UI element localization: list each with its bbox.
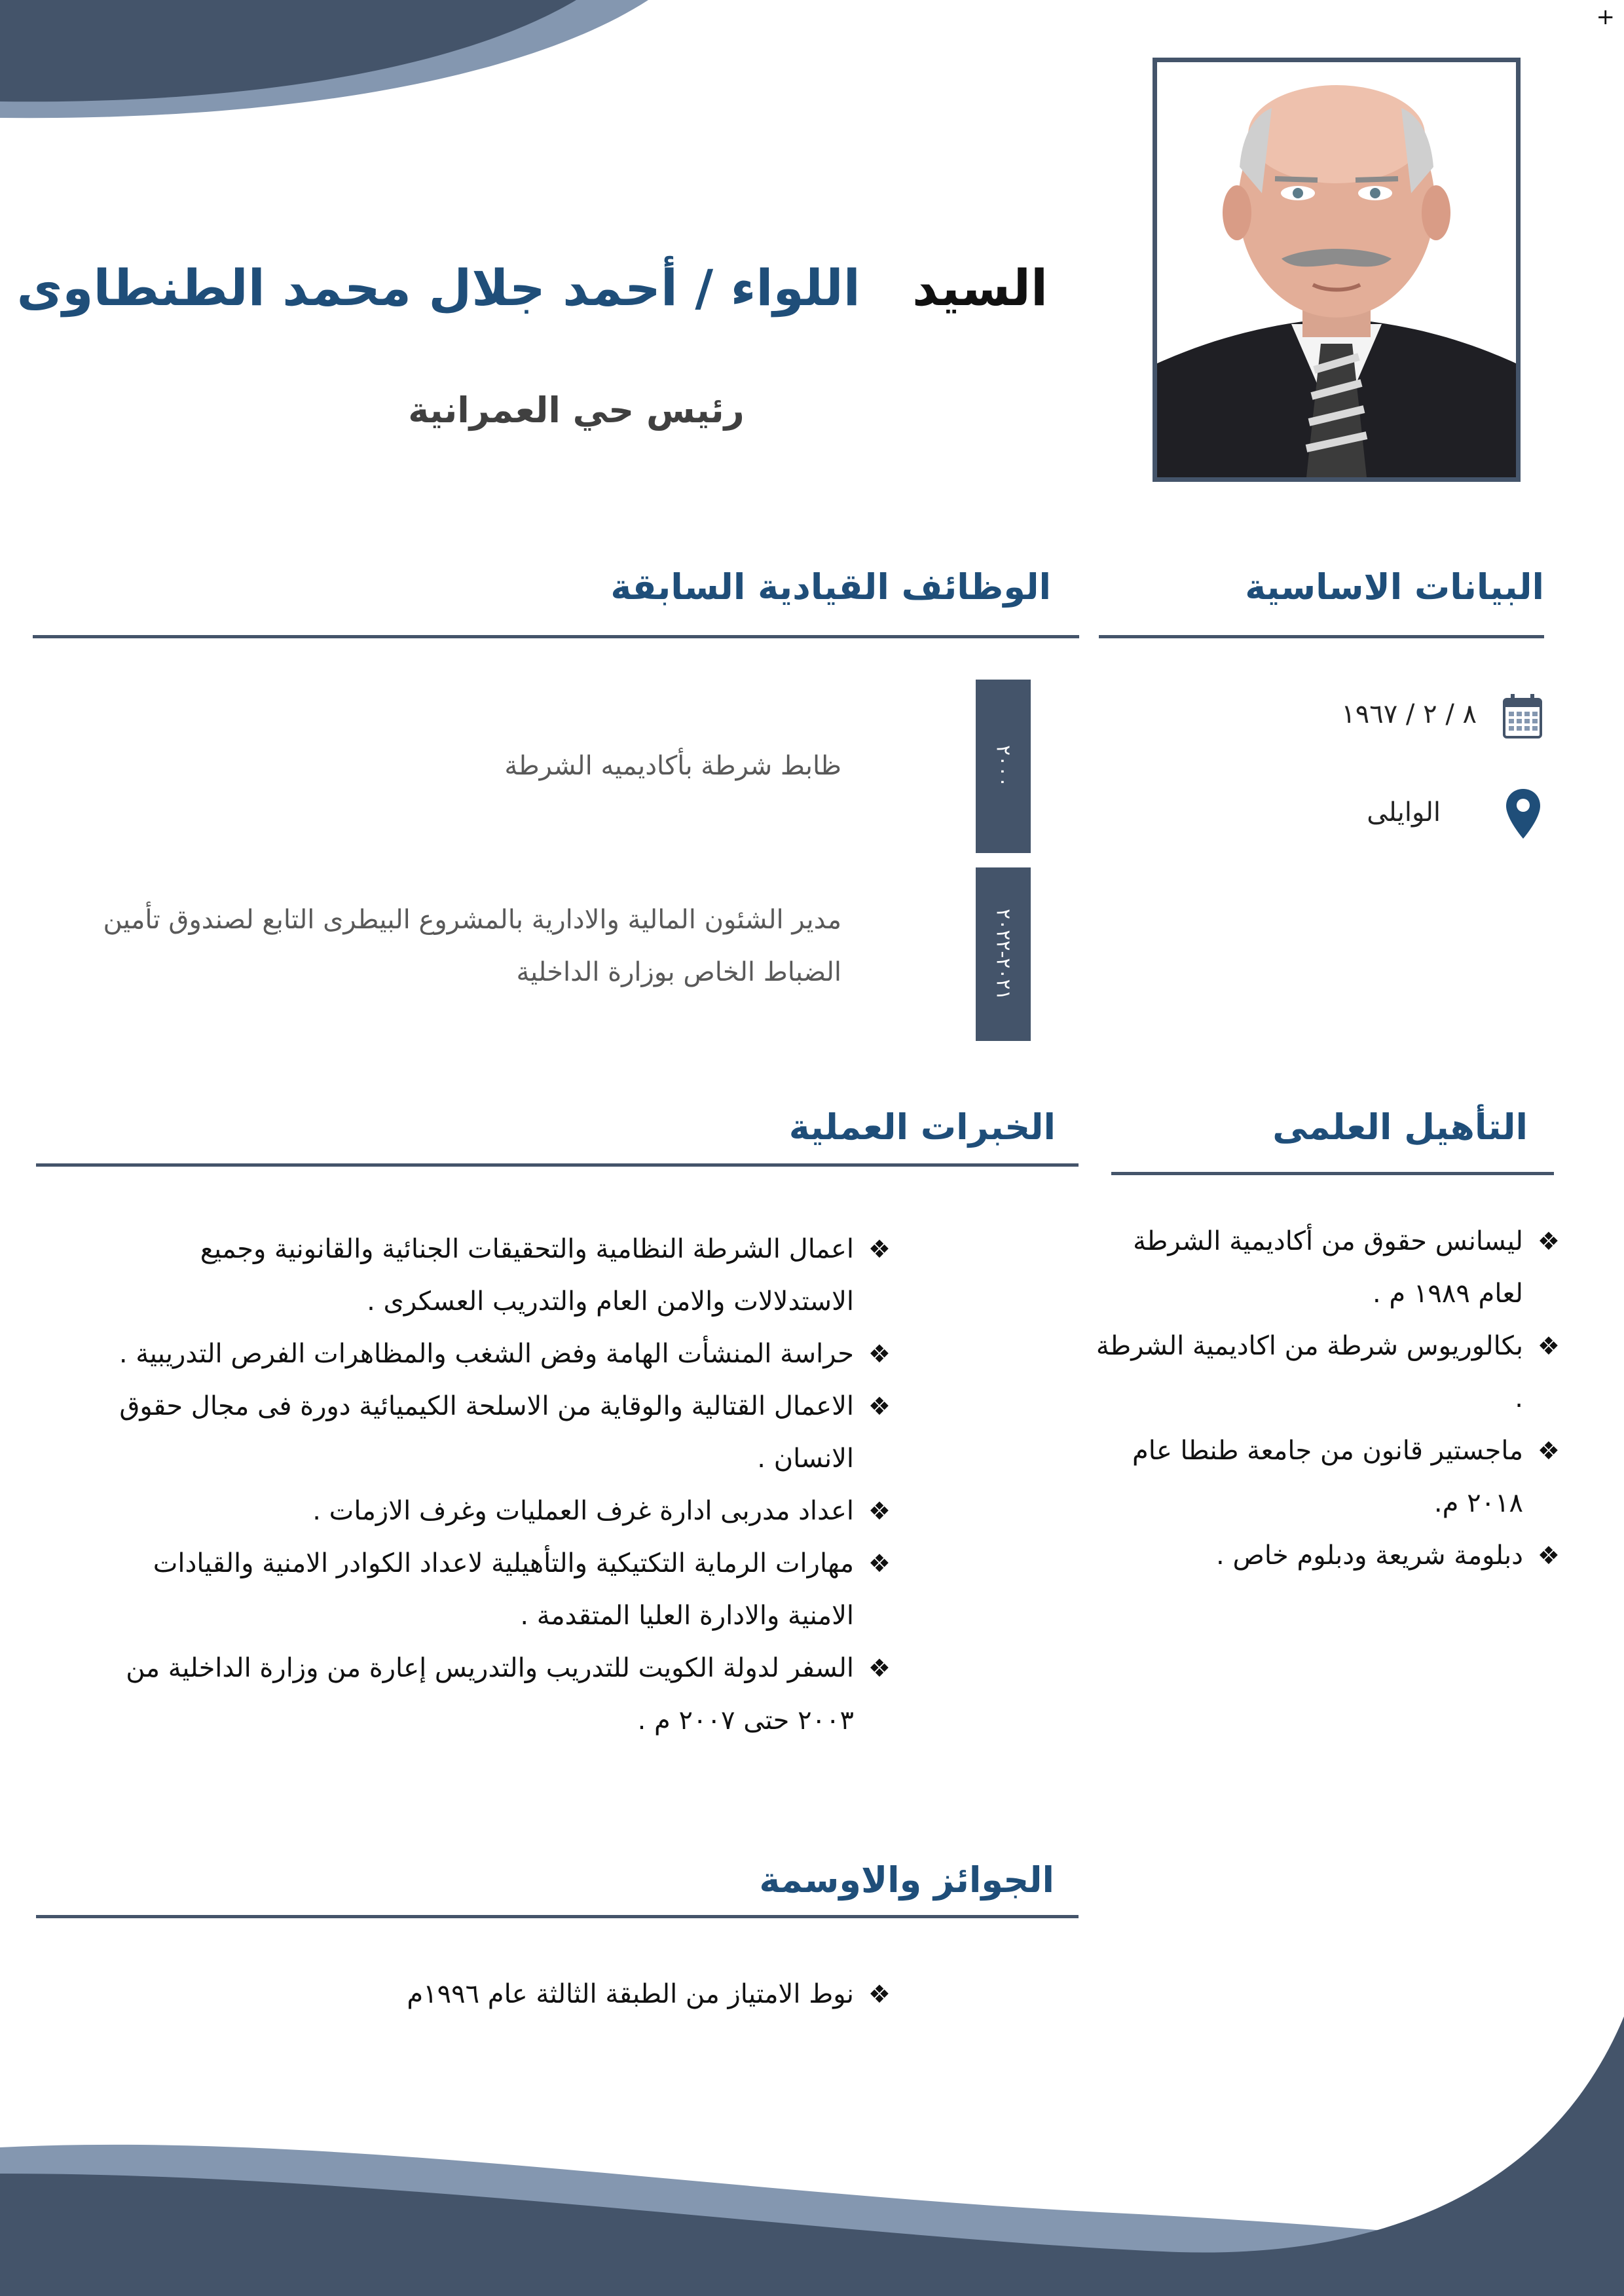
job-title: رئيس حي العمرانية <box>408 390 745 431</box>
bottom-wave-decoration <box>0 1977 1624 2296</box>
bullet-diamond-icon: ❖ <box>868 1235 891 1264</box>
person-name-heading <box>16 252 1048 324</box>
position-description: ظابط شرطة بأكاديميه الشرطة <box>504 751 841 781</box>
experience-item: ❖ مهارات الرماية التكتيكية والتأهيلية لاعداد الكوادر الامنية والقيادات الامنية والادارة العليا المتقدمة . <box>117 1537 896 1642</box>
bullet-diamond-icon: ❖ <box>1537 1332 1560 1360</box>
education-list <box>1087 1215 1565 1582</box>
bullet-diamond-icon: ❖ <box>868 1392 891 1421</box>
bullet-diamond-icon: ❖ <box>1537 1541 1560 1570</box>
full-name: اللواء / أحمد جلال محمد الطنطاوى <box>16 259 860 317</box>
bullet-diamond-icon: ❖ <box>868 1549 891 1578</box>
education-item: ❖ ماجستير قانون من جامعة طنطا عام ٢٠١٨ م. <box>1087 1425 1565 1529</box>
awards-heading: الجوائز والاوسمة <box>759 1859 1054 1901</box>
position-year-badge <box>976 867 1031 1041</box>
education-item: ❖ ليسانس حقوق من أكاديمية الشرطة لعام ١٩٨٩ م . <box>1087 1215 1565 1320</box>
experience-item: ❖ حراسة المنشأت الهامة وفض الشغب والمظاهرات الفرص التدريبية . <box>117 1328 896 1380</box>
bullet-diamond-icon: ❖ <box>868 1654 891 1683</box>
bullet-diamond-icon: ❖ <box>868 1497 891 1525</box>
position-year-badge <box>976 680 1031 853</box>
experience-item: ❖ الاعمال القتالية والوقاية من الاسلحة الكيميائية دورة فى مجال حقوق الانسان . <box>117 1380 896 1485</box>
basic-info-heading: البيانات الاساسية <box>1245 566 1544 608</box>
birth-date: ٨ / ٢ / ١٩٦٧ <box>1341 699 1477 729</box>
experience-divider <box>36 1163 1079 1167</box>
corner-mark: + <box>1596 4 1615 30</box>
experience-list <box>117 1223 896 1747</box>
top-wave-decoration <box>0 0 655 131</box>
location-pin-icon <box>1505 788 1541 840</box>
previous-positions-divider <box>33 635 1079 638</box>
education-heading: التأهيل العلمى <box>1272 1106 1528 1148</box>
experience-item: ❖ اعمال الشرطة النظامية والتحقيقات الجنائية والقانونية وجميع الاستدلالات والامن العام والتدريب العسكرى . <box>117 1223 896 1328</box>
education-item: ❖ دبلومة شريعة ودبلوم خاص . <box>1087 1529 1565 1582</box>
previous-positions-heading: الوظائف القيادية السابقة <box>610 566 1051 608</box>
experience-heading: الخبرات العملية <box>788 1106 1056 1148</box>
position-year: ٢٠٠٠ <box>991 745 1015 788</box>
bullet-diamond-icon: ❖ <box>1537 1436 1560 1465</box>
award-item: ❖ نوط الامتياز من الطبقة الثالثة عام ١٩٩٦م <box>117 1968 896 2020</box>
bullet-diamond-icon: ❖ <box>1537 1227 1560 1256</box>
bullet-diamond-icon: ❖ <box>868 1339 891 1368</box>
bullet-diamond-icon: ❖ <box>868 1980 891 2009</box>
position-year: ٢٠٢١-٢٠٢٢ <box>991 908 1015 1000</box>
honorific: السيد <box>912 259 1048 317</box>
birth-place: الوايلى <box>1367 797 1441 828</box>
experience-item: ❖ اعداد مدربى ادارة غرف العمليات وغرف الازمات . <box>117 1485 896 1537</box>
awards-list <box>117 1968 896 2020</box>
awards-divider <box>36 1915 1079 1918</box>
education-divider <box>1111 1172 1554 1175</box>
experience-item: ❖ السفر لدولة الكويت للتدريب والتدريس إعارة من وزارة الداخلية من ٢٠٠٣ حتى ٢٠٠٧ م . <box>117 1642 896 1747</box>
basic-info-divider <box>1099 635 1544 638</box>
education-item: ❖ بكالوريوس شرطة من اكاديمية الشرطة . <box>1087 1320 1565 1425</box>
calendar-icon <box>1503 694 1542 740</box>
profile-photo <box>1153 58 1521 482</box>
position-description: مدير الشئون المالية والادارية بالمشروع البيطرى التابع لصندوق تأمين الضباط الخاص بوزارة الداخلية <box>103 905 841 987</box>
